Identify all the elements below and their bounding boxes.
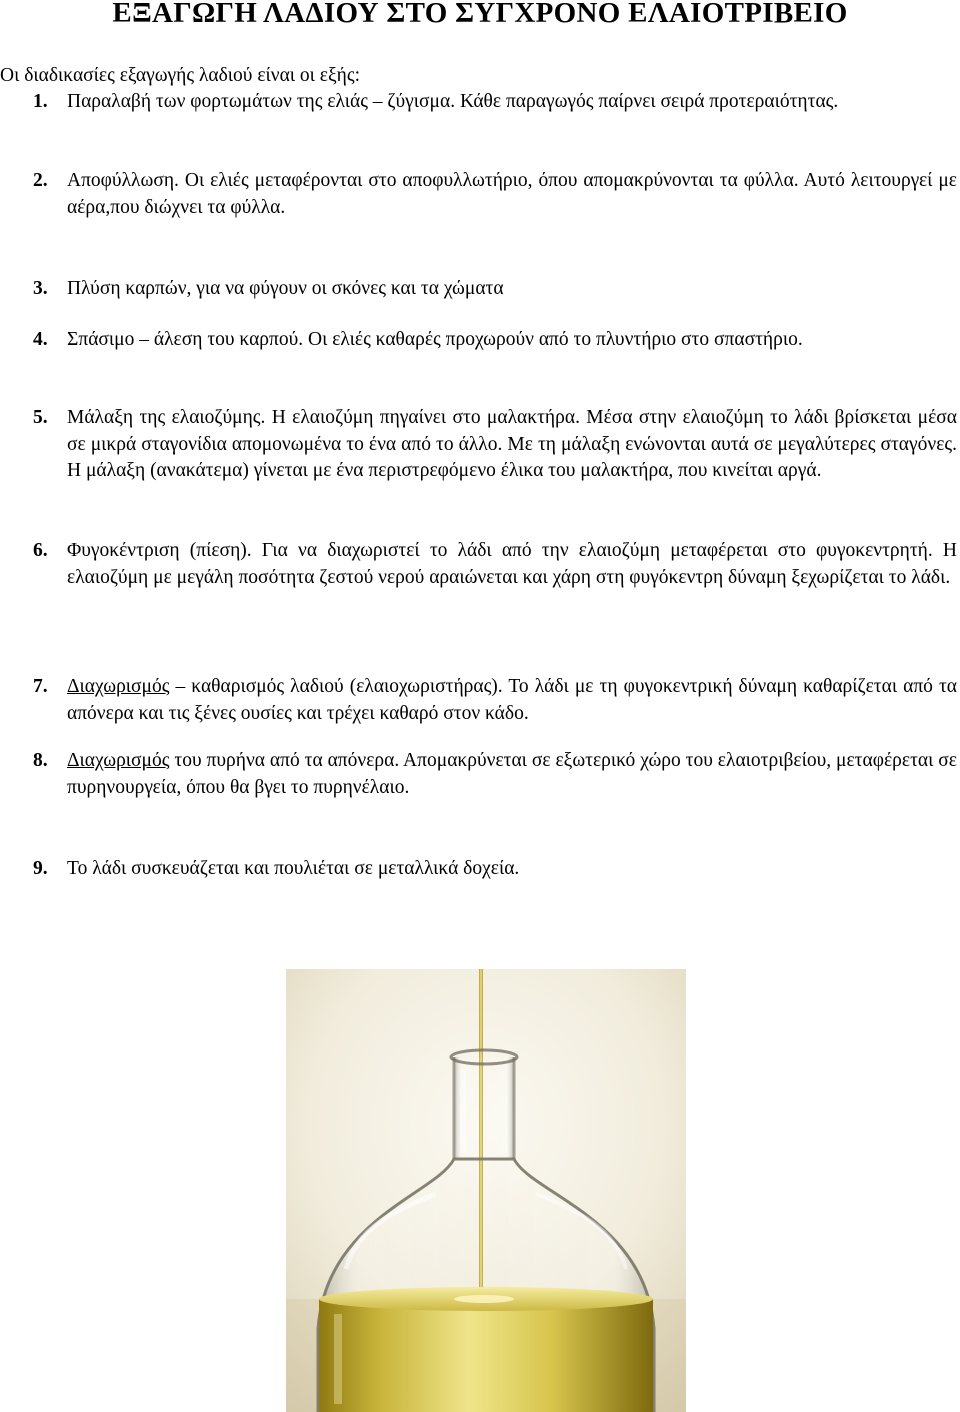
- step-text: [67, 748, 957, 801]
- list-item-step-4: [0, 327, 957, 354]
- step-lead-word: Διαχωρισμός: [67, 676, 170, 697]
- step-text: Φυγοκέντριση (πίεση). Για να διαχωριστεί το λάδι από την ελαιοζύμη μεταφέρεται στο φυγοκεντρητή. Η ελαιοζύμη με μεγάλη ποσότητα ζεστού νερού αραιώνεται και χάρη στη φυγόκεντρη δύναμη ξεχωρίζεται το λάδι.: [67, 540, 957, 588]
- olive-oil-flask-photo: [286, 969, 686, 1412]
- step-text: Παραλαβή των φορτωμάτων της ελιάς – ζύγισμα. Κάθε παραγωγός παίρνει σειρά προτεραιότητας.: [67, 91, 839, 112]
- step-text: Αποφύλλωση. Οι ελιές μεταφέρονται στο αποφυλλωτήριο, όπου απομακρύνονται τα φύλλα. Αυτό λειτουργεί με αέρα,που διώχνει τα φύλλα.: [67, 170, 957, 218]
- step-text: Το λάδι συσκευάζεται και πουλιέται σε μεταλλικά δοχεία.: [67, 858, 520, 879]
- step-text: Μάλαξη της ελαιοζύμης. Η ελαιοζύμη πηγαίνει στο μαλακτήρα. Μέσα στην ελαιοζύμη το λάδι βρίσκεται μέσα σε μικρά σταγονίδια απομονωμένα το ένα από το άλλο. Με τη μάλαξη ενώνονται αυτά σε μεγαλύτερες σταγόνες. Η μάλαξη (ανακάτεμα) γίνεται με ένα περιστρεφόμενο έλικα του μαλακτήρα, που κινείται αργά.: [67, 407, 957, 481]
- step-number: 7.: [33, 676, 48, 697]
- step-rest-text: του πυρήνα από τα απόνερα. Απομακρύνεται σε εξωτερικό χώρο του ελαιοτριβείου, μεταφέρεται σε πυρηνουργεία, όπου θα βγει το πυρηνέλαιο.: [67, 750, 957, 798]
- step-text: Πλύση καρπών, για να φύγουν οι σκόνες και τα χώματα: [67, 278, 504, 299]
- step-number: 6.: [33, 540, 48, 561]
- list-item-step-3: [0, 276, 957, 303]
- step-number: 8.: [33, 750, 48, 771]
- list-item-step-2: [0, 168, 957, 221]
- step-number: 1.: [33, 91, 48, 112]
- step-number: 9.: [33, 858, 48, 879]
- list-item-step-7: [0, 674, 957, 727]
- list-item-step-9: [0, 856, 957, 883]
- intro-text: Οι διαδικασίες εξαγωγής λαδιού είναι οι εξής:: [0, 65, 361, 86]
- step-lead-word: Διαχωρισμός: [67, 750, 170, 771]
- list-item-step-5: [0, 405, 957, 485]
- step-number: 3.: [33, 278, 48, 299]
- list-item-step-8: [0, 748, 957, 801]
- step-number: 5.: [33, 407, 48, 428]
- step-rest-text: – καθαρισμός λαδιού (ελαιοχωριστήρας). Το λάδι με τη φυγοκεντρική δύναμη καθαρίζεται από τα απόνερα και τις ξένες ουσίες και τρέχει καθαρό στον κάδο.: [67, 676, 957, 724]
- list-item-step-1: [0, 89, 957, 116]
- step-text: [67, 674, 957, 727]
- step-number: 2.: [33, 170, 48, 191]
- step-number: 4.: [33, 329, 48, 350]
- list-item-step-6: [0, 538, 957, 591]
- document-title: ΕΞΑΓΩΓΗ ΛΑΔΙΟΥ ΣΤΟ ΣΥΓΧΡΟΝΟ ΕΛΑΙΟΤΡΙΒΕΙΟ: [112, 0, 848, 29]
- step-text: Σπάσιμο – άλεση του καρπού. Οι ελιές καθαρές προχωρούν από το πλυντήριο στο σπαστήριο.: [67, 329, 803, 350]
